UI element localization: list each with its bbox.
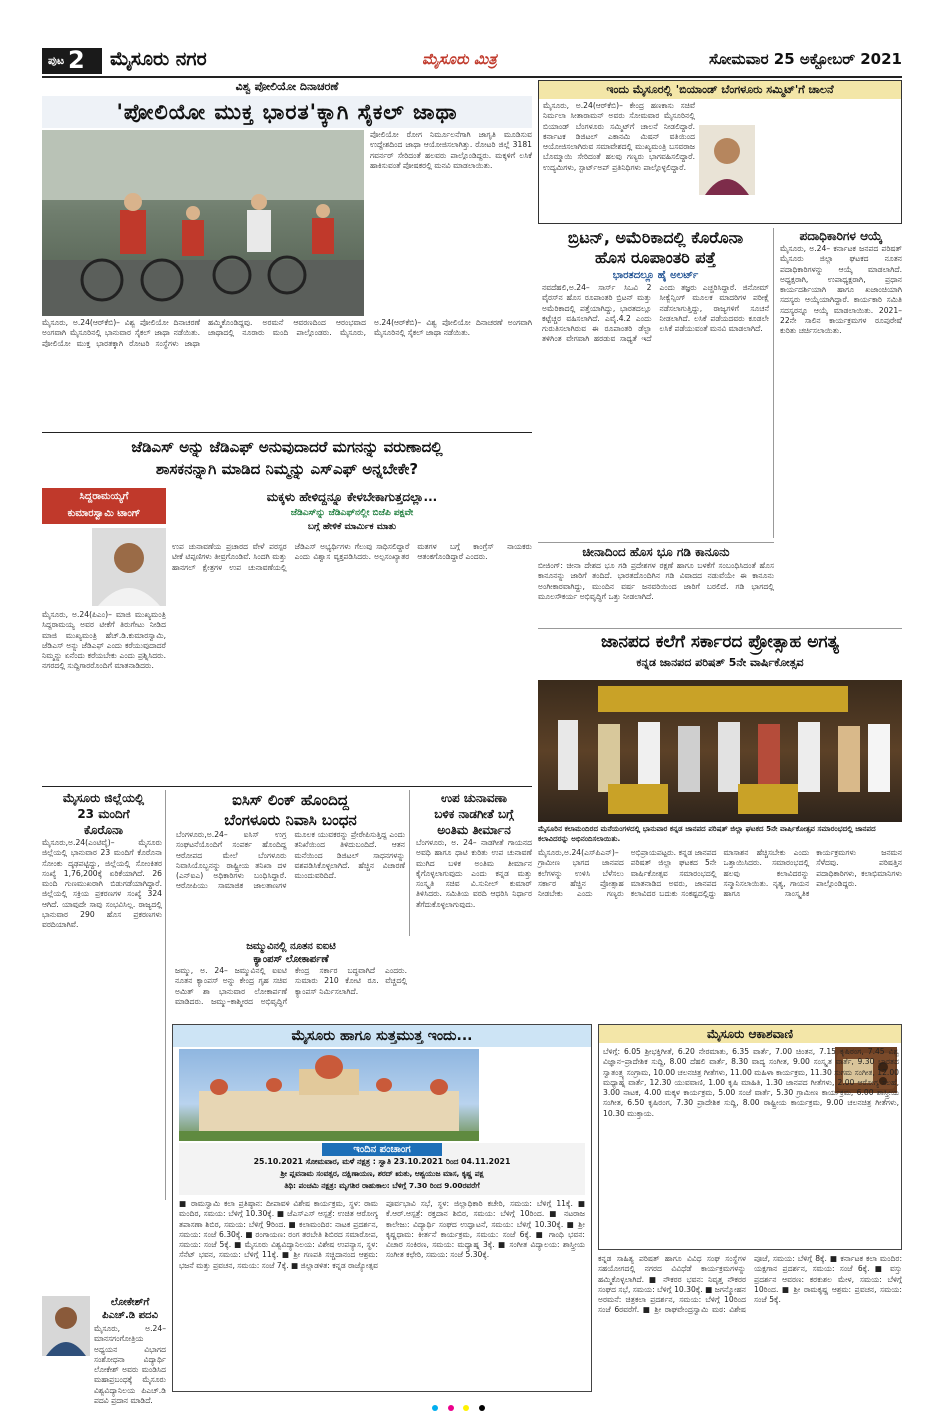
cycle-rally-illustration	[42, 130, 364, 316]
officials-body: ಮೈಸೂರು, ಅ.24– ಕರ್ನಾಟಕ ಜನಪದ ಪರಿಷತ್ ಮೈಸೂರು ಜಿಲ್ಲಾ ಘಟಕದ ನೂತನ ಪದಾಧಿಕಾರಿಗಳನ್ನು ಆಯ್ಕೆ ಮಾಡಲಾಗಿದೆ. ಅಧ್ಯಕ್ಷರಾಗಿ, ಉಪಾಧ್ಯಕ್ಷರಾಗಿ, ಪ್ರಧಾನ ಕಾರ್ಯದರ್ಶಿಯಾಗಿ ಹಾಗೂ ಖಜಾಂಚಿಯಾಗಿ ಸದಸ್ಯರು ಆಯ್ಕೆಯಾಗಿದ್ದಾರೆ. ಕಾರ್ಯಕಾರಿ ಸಮಿತಿ ಸದಸ್ಯರನ್ನೂ ಆಯ್ಕೆ ಮಾಡಲಾಯಿತು. 2021–22ನೇ ಸಾಲಿನ ಕಾರ್ಯಕ್ರಮಗಳ ರೂಪುರೇಷೆ ಕುರಿತು ಚರ್ಚಿಸಲಾಯಿತು.	[780, 244, 902, 336]
phd-body: ಮೈಸೂರು, ಅ.24– ಮಾನಸಗಂಗೋತ್ರಿಯ ಅಧ್ಯಯನ ವಿಭಾಗದ ಸಂಶೋಧನಾ ವಿದ್ಯಾರ್ಥಿ ಲೋಕೇಶ್ ಅವರು ಮಂಡಿಸಿದ ಮಹಾಪ್ರಬಂಧಕ್ಕೆ ಮೈಸೂರು ವಿಶ್ವವಿದ್ಯಾನಿಲಯ ಪಿಎಚ್.ಡಿ ಪದವಿ ಪ್ರದಾನ ಮಾಡಿದೆ.	[94, 1324, 166, 1406]
polio-body-right: ಪೋಲಿಯೋ ರೋಗ ನಿರ್ಮೂಲನೆಗಾಗಿ ಜಾಗೃತಿ ಮೂಡಿಸುವ ಉದ್ದೇಶದಿಂದ ಜಾಥಾ ಆಯೋಜಿಸಲಾಗಿತ್ತು. ರೋಟರಿ ಜಿಲ್ಲೆ 3181 ಗವರ್ನರ್ ಸೇರಿದಂತೆ ಹಲವರು ಪಾಲ್ಗೊಂಡಿದ್ದರು. ಮಕ್ಕಳಿಗೆ ಲಸಿಕೆ ಹಾಕಿಸುವಂತೆ ಪೋಷಕರಲ್ಲಿ ಮನವಿ ಮಾಡಲಾಯಿತು.	[370, 130, 532, 170]
masthead	[42, 48, 902, 74]
jds-sub-kicker-1: ಜೆಡಿಎಸ್‌ನ್ನು ಜೆಡಿಎಫ್‌ನಲ್ಲೀ ಬಿಜೆಪಿ ಪಕ್ಷವೇ	[290, 508, 414, 518]
page-number-box	[42, 48, 102, 74]
janapada-caption: ಮೈಸೂರಿನ ಕಲಾಮಂದಿರದ ಮನೆಯಂಗಳದಲ್ಲಿ ಭಾನುವಾರ ಕನ್ನಡ ಜಾನಪದ ಪರಿಷತ್ ಜಿಲ್ಲಾ ಘಟಕದ 5ನೇ ವಾರ್ಷಿಕೋತ್ಸವ ಸಮಾರಂಭದಲ್ಲಿ ಜಾನಪದ ಕಲಾವಿದರನ್ನು ಅಭಿನಂದಿಸಲಾಯಿತು.	[538, 824, 876, 843]
lower-section-rule	[42, 786, 532, 787]
yellow-dot	[463, 1405, 469, 1411]
janapada-headline: ಜಾನಪದ ಕಲೆಗೆ ಸರ್ಕಾರದ ಪ್ರೋತ್ಸಾಹ ಅಗತ್ಯ	[601, 632, 839, 652]
panchanga-line-3: ತಿಥಿ: ಪಂಚಮಿ ನಕ್ಷತ್ರ: ಮೃಗಶಿರ ರಾಹುಕಾಲ: ಬೆಳಿಗ್ಗೆ 7.30 ರಿಂದ 9.00ರವರೆಗೆ	[284, 1181, 480, 1190]
polio-headline-box	[42, 96, 532, 128]
jds-body-left: ಮೈಸೂರು, ಅ.24(ಪಿಎಂ)– ಮಾಜಿ ಮುಖ್ಯಮಂತ್ರಿ ಸಿದ್ದರಾಮಯ್ಯ ಅವರ ಟೀಕೆಗೆ ತಿರುಗೇಟು ನೀಡಿದ ಮಾಜಿ ಮುಖ್ಯಮಂತ್ರಿ ಹೆಚ್.ಡಿ.ಕುಮಾರಸ್ವಾಮಿ, ಜೆಡಿಎಸ್ ಅನ್ನು ಜೆಡಿಎಫ್ ಎಂದು ಕರೆಯುವುದಾದರೆ ನಿಮ್ಮನ್ನು ಏನೆಂದು ಕರೆಯಬೇಕು ಎಂದು ಪ್ರಶ್ನಿಸಿದರು. ನಗರದಲ್ಲಿ ಸುದ್ದಿಗಾರರೊಂದಿಗೆ ಮಾತನಾಡಿದರು.	[42, 610, 166, 671]
polio-body	[42, 318, 532, 428]
magenta-dot	[448, 1405, 454, 1411]
jds-tag-2: ಕುಮಾರಸ್ವಾಮಿ ಟಾಂಗ್	[67, 508, 141, 519]
portrait-illustration-3	[42, 1296, 90, 1356]
bypoll-body: ಬೆಂಗಳೂರು, ಅ. 24– ನಾಡಗೀತೆ ಗಾಯನದ ಅವಧಿ ಹಾಗೂ ಧಾಟಿ ಕುರಿತು ಉಪ ಚುನಾವಣೆ ಮುಗಿದ ಬಳಿಕ ಅಂತಿಮ ತೀರ್ಮಾನ ಕೈಗೊಳ್ಳಲಾಗುವುದು ಎಂದು ಕನ್ನಡ ಮತ್ತು ಸಂಸ್ಕೃತಿ ಸಚಿವ ವಿ.ಸುನೀಲ್ ಕುಮಾರ್ ತಿಳಿಸಿದರು. ಸಮಿತಿಯ ವರದಿ ಆಧರಿಸಿ ನಿರ್ಧಾರ ತೆಗೆದುಕೊಳ್ಳಲಾಗುವುದು.	[416, 838, 532, 909]
china-story	[538, 542, 774, 624]
jds-tag-1: ಸಿದ್ದರಾಮಯ್ಯಗೆ	[79, 491, 129, 502]
akashvani-headline: ಮೈಸೂರು ಆಕಾಶವಾಣಿ	[599, 1025, 901, 1043]
bypoll-headline-3: ಅಂತಿಮ ತೀರ್ಮಾನ	[437, 823, 511, 837]
bottom-right-events: ಕನ್ನಡ ಸಾಹಿತ್ಯ ಪರಿಷತ್ ಹಾಗೂ ವಿವಿಧ ಸಂಘ ಸಂಸ್ಥೆಗಳ ಸಹಯೋಗದಲ್ಲಿ ನಗರದ ವಿವಿಧೆಡೆ ಕಾರ್ಯಕ್ರಮಗಳನ್ನು ಹಮ್ಮಿಕೊಳ್ಳಲಾಗಿದೆ. ■ ನೌಕರರ ಭವನ: ನಿವೃತ್ತ ನೌಕರರ ಸಂಘದ ಸಭೆ, ಸಮಯ: ಬೆಳಿಗ್ಗೆ 10.30ಕ್ಕೆ. ■ ಜಗನ್ಮೋಹನ ಅರಮನೆ: ಚಿತ್ರಕಲಾ ಪ್ರದರ್ಶನ, ಸಮಯ: ಬೆಳಿಗ್ಗೆ 10ರಿಂದ ಸಂಜೆ 6ರವರೆಗೆ. ■ ಶ್ರೀ ರಾಘವೇಂದ್ರಸ್ವಾಮಿ ಮಠ: ವಿಶೇಷ ಪೂಜೆ, ಸಮಯ: ಬೆಳಿಗ್ಗೆ 8ಕ್ಕೆ. ■ ಕರ್ನಾಟಕ ಕಲಾ ಮಂದಿರ: ಯಕ್ಷಗಾನ ಪ್ರದರ್ಶನ, ಸಮಯ: ಸಂಜೆ 6ಕ್ಕೆ. ■ ವಸ್ತು ಪ್ರದರ್ಶನ ಆವರಣ: ಕರಕುಶಲ ಮೇಳ, ಸಮಯ: ಬೆಳಿಗ್ಗೆ 10ರಿಂದ. ■ ಶ್ರೀ ರಾಮಕೃಷ್ಣ ಆಶ್ರಮ: ಪ್ರವಚನ, ಸಮಯ: ಸಂಜೆ 5ಕ್ಕೆ.	[598, 1254, 902, 1315]
isis-headline-1: ಐಸಿಸ್ ಲಿಂಕ್ ಹೊಂದಿದ್ದ	[232, 791, 349, 809]
portrait-illustration-2	[92, 528, 166, 606]
panchanga-line-2: ಶ್ರೀ ಪ್ಲವನಾಮ ಸಂವತ್ಸರ, ದಕ್ಷಿಣಾಯಣ, ಶರದ್ ಋತು, ಆಶ್ವಯುಜ ಮಾಸ, ಕೃಷ್ಣ ಪಕ್ಷ	[280, 1169, 484, 1178]
black-dot	[479, 1405, 485, 1411]
beyond-bengaluru-headline: ಇಂದು ಮೈಸೂರಲ್ಲಿ 'ಬಿಯಾಂಡ್ ಬೆಂಗಳೂರು ಸಮ್ಮಿಟ್'ಗೆ ಚಾಲನೆ	[539, 81, 901, 99]
corona-variant-story	[538, 228, 774, 538]
bypoll-story	[416, 790, 532, 1020]
masthead-rule	[42, 76, 902, 78]
issue-date: ಸೋಮವಾರ 25 ಅಕ್ಟೋಬರ್ 2021	[708, 50, 902, 68]
jammu-story	[172, 940, 410, 1022]
jammu-body: ಜಮ್ಮು, ಅ. 24– ಜಮ್ಮುವಿನಲ್ಲಿ ಐಐಟಿ ನೂತನ ಕ್ಯಾಂಪಸ್ ಅನ್ನು ಕೇಂದ್ರ ಗೃಹ ಸಚಿವ ಅಮಿತ್ ಶಾ ಭಾನುವಾರ ಲೋಕಾರ್ಪಣೆ ಮಾಡಿದರು. ಜಮ್ಮು–ಕಾಶ್ಮೀರದ ಅಭಿವೃದ್ಧಿಗೆ ಕೇಂದ್ರ ಸರ್ಕಾರ ಬದ್ಧವಾಗಿದೆ ಎಂದರು. ಸುಮಾರು 210 ಕೋಟಿ ರೂ. ವೆಚ್ಚದಲ್ಲಿ ಕ್ಯಾಂಪಸ್ ನಿರ್ಮಿಸಲಾಗಿದೆ.	[175, 966, 407, 1006]
jds-sub-headline-box	[172, 488, 532, 538]
akashvani-body: ಬೆಳಿಗ್ಗೆ: 6.05 ಶ್ರೀಭಕ್ತಿಗೀತೆ, 6.20 ನೇರಮಾತು, 6.35 ವಾರ್ತೆ, 7.00 ಚಿಂತನ, 7.15 ಕೃಷಿರಂಗ, 7.45 ವಿಶ್ವ ವಿಜ್ಞಾನ–ಪ್ರಾದೇಶಿಕ ಸುದ್ದಿ, 8.00 ದೆಹಲಿ ವಾರ್ತೆ, 8.30 ವಾದ್ಯ ಸಂಗೀತ, 9.00 ಸಂಸ್ಕೃತ ವಾರ್ತೆ, 9.30 ಭಾರತದ ಸ್ವಾತಂತ್ರ್ಯ ಸಂಗ್ರಾಮ, 10.00 ಚಲನಚಿತ್ರ ಗೀತೆಗಳು, 11.00 ಮಹಿಳಾ ಕಾರ್ಯಕ್ರಮ, 11.30 ಸುಗಮ ಸಂಗೀತ, 12.00 ಮಧ್ಯಾಹ್ನ ವಾರ್ತೆ, 12.30 ಯುವವಾಣಿ, 1.00 ಕೃಷಿ ಮಾಹಿತಿ, 1.30 ಜಾನಪದ ಗೀತೆಗಳು, 2.00 ಆರೋಗ್ಯ ಸಲಹೆ, 3.00 ನಾಟಕ, 4.00 ಮಕ್ಕಳ ಕಾರ್ಯಕ್ರಮ, 5.00 ಸಂಜೆ ವಾರ್ತೆ, 5.30 ಗ್ರಾಮೀಣ ಕಾರ್ಯಕ್ರಮ, 6.00 ಶಾಸ್ತ್ರೀಯ ಸಂಗೀತ, 6.50 ಕೃಷಿರಂಗ, 7.30 ಪ್ರಾದೇಶಿಕ ಸುದ್ದಿ, 8.00 ರಾಷ್ಟ್ರೀಯ ಕಾರ್ಯಕ್ರಮ, 9.00 ಚಲನಚಿತ್ರ ಗೀತೆಗಳು, 10.30 ಮುಕ್ತಾಯ.	[603, 1047, 899, 1118]
jds-tag-box	[42, 488, 166, 524]
china-body: ಬೀಜಿಂಗ್: ಚೀನಾ ದೇಶದ ಭೂ ಗಡಿ ಪ್ರದೇಶಗಳ ರಕ್ಷಣೆ ಹಾಗೂ ಬಳಕೆಗೆ ಸಂಬಂಧಿಸಿದಂತೆ ಹೊಸ ಕಾನೂನನ್ನು ಜಾರಿಗೆ ತಂದಿದೆ. ಭಾರತದೊಂದಿಗಿನ ಗಡಿ ವಿವಾದದ ನಡುವೆಯೇ ಈ ಕಾನೂನು ಅಂಗೀಕಾರವಾಗಿದ್ದು, ಮುಂದಿನ ವರ್ಷ ಜನವರಿಯಿಂದ ಜಾರಿಗೆ ಬರಲಿದೆ. ಗಡಿ ಭಾಗದಲ್ಲಿ ಮೂಲಸೌಕರ್ಯ ಅಭಿವೃದ್ಧಿಗೆ ಒತ್ತು ನೀಡಲಾಗಿದೆ.	[538, 561, 774, 601]
jammu-headline-1: ಜಮ್ಮುವಿನಲ್ಲಿ ನೂತನ ಐಐಟಿ	[246, 941, 336, 952]
panchanga-line-1: 25.10.2021 ಸೋಮವಾರ, ಮಳೆ ನಕ್ಷತ್ರ : ಸ್ವಾತಿ 23.10.2021 ರಿಂದ 04.11.2021	[253, 1157, 511, 1166]
polio-cycle-rally-photo	[42, 130, 364, 316]
corona-variant-body: ನವದೆಹಲಿ,ಅ.24– ಸಾರ್ಸ್ ಸಿಒವಿ 2 ವೈರಸ್‌ನ ಹೊಸ ರೂಪಾಂತರಿ ಬ್ರಿಟನ್ ಮತ್ತು ಅಮೆರಿಕಾದಲ್ಲಿ ಪತ್ತೆಯಾಗಿದ್ದು, ಭಾರತದಲ್ಲೂ ಕಟ್ಟೆಚ್ಚರ ವಹಿಸಲಾಗಿದೆ. ಎವೈ.4.2 ಎಂದು ಗುರುತಿಸಲಾಗಿರುವ ಈ ರೂಪಾಂತರಿ ಡೆಲ್ಟಾ ತಳಿಗಿಂತ ವೇಗವಾಗಿ ಹರಡುವ ಸಾಧ್ಯತೆ ಇದೆ ಎಂದು ತಜ್ಞರು ಎಚ್ಚರಿಸಿದ್ದಾರೆ. ಜಿನೋಮ್ ಸೀಕ್ವೆನ್ಸಿಂಗ್ ಮೂಲಕ ಮಾದರಿಗಳ ಪರೀಕ್ಷೆ ನಡೆಸಲಾಗುತ್ತಿದ್ದು, ರಾಜ್ಯಗಳಿಗೆ ಸೂಚನೆ ನೀಡಲಾಗಿದೆ. ಲಸಿಕೆ ಪಡೆಯದವರು ಕೂಡಲೇ ಲಸಿಕೆ ಪಡೆಯುವಂತೆ ಮನವಿ ಮಾಡಲಾಗಿದೆ.	[542, 283, 769, 344]
jds-headline-1: ಜೆಡಿಎಸ್ ಅನ್ನು ಜೆಡಿಎಫ್ ಅನುವುದಾದರೆ ಮಗನನ್ನು ವರುಣಾದಲ್ಲಿ	[131, 438, 443, 456]
polio-body-left: ಮೈಸೂರು, ಅ.24(ಆರ್‌ಕೆಬಿ)– ವಿಶ್ವ ಪೋಲಿಯೋ ದಿನಾಚರಣೆ ಅಂಗವಾಗಿ ಮೈಸೂರಿನಲ್ಲಿ ಭಾನುವಾರ ಸೈಕಲ್ ಜಾಥಾ ನಡೆಯಿತು. ಪೋಲಿಯೋ ಮುಕ್ತ ಭಾರತಕ್ಕಾಗಿ ರೋಟರಿ ಸಂಸ್ಥೆಗಳು ಜಾಥಾ ಹಮ್ಮಿಕೊಂಡಿದ್ದವು. ಅರಮನೆ ಆವರಣದಿಂದ ಆರಂಭವಾದ ಜಾಥಾದಲ್ಲಿ ನೂರಾರು ಮಂದಿ ಪಾಲ್ಗೊಂಡರು.	[42, 318, 366, 348]
bypoll-headline-2: ಬಳಿಕ ನಾಡಗೀತೆ ಬಗ್ಗೆ	[434, 807, 514, 821]
covid-headline-1: ಮೈಸೂರು ಜಿಲ್ಲೆಯಲ್ಲಿ	[62, 791, 145, 805]
mysore-today-box	[172, 1024, 592, 1392]
officials-headline: ಪದಾಧಿಕಾರಿಗಳ ಆಯ್ಕೆ	[799, 229, 883, 243]
panchanga-title: ಇಂದಿನ ಪಂಚಾಂಗ	[322, 1143, 442, 1156]
janapada-event-photo	[538, 680, 902, 822]
kumaraswamy-portrait-photo	[92, 528, 166, 606]
section-title: ಮೈಸೂರು ನಗರ	[110, 48, 207, 70]
jds-headline-2: ಶಾಸಕನನ್ನಾಗಿ ಮಾಡಿದ ನಿಮ್ಮನ್ನು ಎಸ್‌ಎಫ್ ಅನ್ನಬೇಕೇ?	[155, 460, 419, 478]
jds-body-right: ಉಪ ಚುನಾವಣೆಯ ಪ್ರಚಾರದ ವೇಳೆ ಪರಸ್ಪರ ಟೀಕೆ ಟಿಪ್ಪಣಿಗಳು ತೀವ್ರಗೊಂಡಿವೆ. ಸಿಂದಗಿ ಮತ್ತು ಹಾನಗಲ್ ಕ್ಷೇತ್ರಗಳ ಉಪ ಚುನಾವಣೆಯಲ್ಲಿ ಜೆಡಿಎಸ್ ಅಭ್ಯರ್ಥಿಗಳು ಗೆಲುವು ಸಾಧಿಸಲಿದ್ದಾರೆ ಎಂದು ವಿಶ್ವಾಸ ವ್ಯಕ್ತಪಡಿಸಿದರು. ಅಲ್ಪಸಂಖ್ಯಾತರ ಮತಗಳ ಬಗ್ಗೆ ಕಾಂಗ್ರೆಸ್ ನಾಯಕರು ಆತಂಕಗೊಂಡಿದ್ದಾರೆ ಎಂದರು.	[172, 542, 532, 572]
beyond-bengaluru-body-right	[761, 101, 899, 221]
janapada-headline-box	[538, 628, 902, 676]
phd-story	[42, 1296, 166, 1406]
beyond-bengaluru-box	[538, 80, 902, 224]
polio-kicker-text: ವಿಶ್ವ ಪೋಲಿಯೋ ದಿನಾಚರಣೆ	[235, 80, 339, 93]
polio-headline: 'ಪೋಲಿಯೋ ಮುಕ್ತ ಭಾರತ'ಕ್ಕಾಗಿ ಸೈಕಲ್ ಜಾಥಾ	[116, 100, 458, 124]
page-label: ಪುಟ	[48, 54, 65, 67]
jds-top-rule	[42, 432, 532, 433]
corona-variant-headline-1: ಬ್ರಿಟನ್, ಅಮೆರಿಕಾದಲ್ಲಿ ಕೊರೊನಾ	[567, 228, 744, 247]
china-headline: ಚೀನಾದಿಂದ ಹೊಸ ಭೂ ಗಡಿ ಕಾನೂನು	[582, 545, 730, 559]
bypoll-headline-1: ಉಪ ಚುನಾವಣಾ	[440, 791, 508, 805]
palace-illustration	[179, 1049, 479, 1141]
minister-portrait-photo	[699, 125, 755, 195]
panchanga-box	[179, 1143, 585, 1195]
isis-headline-2: ಬೆಂಗಳೂರು ನಿವಾಸಿ ಬಂಧನ	[224, 811, 357, 829]
covid-cases-story	[42, 790, 166, 1200]
jds-sub-headline: ಮಕ್ಕಳು ಹೇಳಿದ್ದನ್ನೂ ಕೇಳಬೇಕಾಗುತ್ತದಲ್ಲಾ...	[266, 490, 438, 504]
mysore-palace-photo	[179, 1049, 479, 1141]
jds-headline-box	[42, 436, 532, 484]
polio-kicker	[42, 80, 532, 96]
polio-caption: ಮೈಸೂರು, ಅ.24(ಆರ್‌ಕೆಬಿ)– ವಿಶ್ವ ಪೋಲಿಯೋ ದಿನಾಚರಣೆ ಅಂಗವಾಗಿ ಮೈಸೂರಿನಲ್ಲಿ ಸೈಕಲ್ ಜಾಥಾ ನಡೆಯಿತು.	[339, 318, 532, 338]
lokesh-portrait-photo	[42, 1296, 90, 1356]
jammu-headline-2: ಕ್ಯಾಂಪಸ್ ಲೋಕಾರ್ಪಣೆ	[253, 954, 329, 965]
covid-headline-2: 23 ಮಂದಿಗೆ	[77, 807, 130, 821]
janapada-body: ಮೈಸೂರು,ಅ.24(ಎಸ್‌ಪಿಎನ್)– ಗ್ರಾಮೀಣ ಭಾಗದ ಜಾನಪದ ಕಲೆಗಳನ್ನು ಉಳಿಸಿ ಬೆಳೆಸಲು ಸರ್ಕಾರ ಹೆಚ್ಚಿನ ಪ್ರೋತ್ಸಾಹ ನೀಡಬೇಕು ಎಂದು ಗಣ್ಯರು ಅಭಿಪ್ರಾಯಪಟ್ಟರು. ಕನ್ನಡ ಜಾನಪದ ಪರಿಷತ್ ಜಿಲ್ಲಾ ಘಟಕದ 5ನೇ ವಾರ್ಷಿಕೋತ್ಸವ ಸಮಾರಂಭದಲ್ಲಿ ಮಾತನಾಡಿದ ಅವರು, ಜಾನಪದ ಕಲಾವಿದರ ಬದುಕು ಸಂಕಷ್ಟದಲ್ಲಿದ್ದು ಮಾಸಾಶನ ಹೆಚ್ಚಿಸಬೇಕು ಎಂದು ಒತ್ತಾಯಿಸಿದರು. ಸಮಾರಂಭದಲ್ಲಿ ಹಲವು ಕಲಾವಿದರನ್ನು ಸನ್ಮಾನಿಸಲಾಯಿತು. ನೃತ್ಯ, ಗಾಯನ ಹಾಗೂ ಸಾಂಸ್ಕೃತಿಕ ಕಾರ್ಯಕ್ರಮಗಳು ಜನಮನ ಸೆಳೆದವು. ಪರಿಷತ್ತಿನ ಪದಾಧಿಕಾರಿಗಳು, ಕಲಾಭಿಮಾನಿಗಳು ಪಾಲ್ಗೊಂಡಿದ್ದರು.	[538, 848, 902, 899]
corona-variant-headline-2: ಹೊಸ ರೂಪಾಂತರಿ ಪತ್ತೆ	[595, 248, 716, 267]
jds-sub-kicker-2: ಬಗ್ಗೆ ಹೇಳಿಕೆ ಮಾರ್ಮಿಕ ಮಾತು	[307, 522, 397, 532]
akashvani-box	[598, 1024, 902, 1250]
newspaper-logo: ಮೈಸೂರು ಮಿತ್ರ	[422, 50, 497, 68]
isis-body: ಬೆಂಗಳೂರು,ಅ.24– ಐಸಿಸ್ ಉಗ್ರ ಸಂಘಟನೆಯೊಂದಿಗೆ ಸಂಪರ್ಕ ಹೊಂದಿದ್ದ ಆರೋಪದ ಮೇಲೆ ಬೆಂಗಳೂರು ನಿವಾಸಿಯೊಬ್ಬನನ್ನು ರಾಷ್ಟ್ರೀಯ ತನಿಖಾ ದಳ (ಎನ್‌ಐಎ) ಅಧಿಕಾರಿಗಳು ಬಂಧಿಸಿದ್ದಾರೆ. ಆರೋಪಿಯು ಸಾಮಾಜಿಕ ಜಾಲತಾಣಗಳ ಮೂಲಕ ಯುವಕರನ್ನು ಪ್ರೇರೇಪಿಸುತ್ತಿದ್ದ ಎಂದು ತನಿಖೆಯಿಂದ ತಿಳಿದುಬಂದಿದೆ. ಆತನ ಮನೆಯಿಂದ ಡಿಜಿಟಲ್ ಸಾಧನಗಳನ್ನು ವಶಪಡಿಸಿಕೊಳ್ಳಲಾಗಿದೆ. ಹೆಚ್ಚಿನ ವಿಚಾರಣೆ ಮುಂದುವರಿದಿದೆ.	[176, 830, 405, 891]
event-group-illustration	[538, 680, 902, 822]
phd-headline: ಲೋಕೇಶ್‌ಗೆ ಪಿಎಚ್.ಡಿ ಪದವಿ	[102, 1297, 158, 1321]
beyond-bengaluru-body-left: ಮೈಸೂರು, ಅ.24(ಆರ್‌ಕೆಬಿ)– ಕೇಂದ್ರ ಹಣಕಾಸು ಸಚಿವೆ ನಿರ್ಮಲಾ ಸೀತಾರಾಮನ್ ಅವರು ಸೋಮವಾರ ಮೈಸೂರಿನಲ್ಲಿ ಬಿಯಾಂಡ್ ಬೆಂಗಳೂರು ಸಮ್ಮಿಟ್‌ಗೆ ಚಾಲನೆ ನೀಡಲಿದ್ದಾರೆ. ಕರ್ನಾಟಕ ಡಿಜಿಟಲ್ ಎಕಾನಮಿ ಮಿಷನ್ ವತಿಯಿಂದ ಆಯೋಜಿಸಲಾಗಿರುವ ಸಮಾವೇಶದಲ್ಲಿ ಮುಖ್ಯಮಂತ್ರಿ ಬಸವರಾಜ ಬೊಮ್ಮಾಯಿ ಸೇರಿದಂತೆ ಹಲವು ಗಣ್ಯರು ಭಾಗವಹಿಸಲಿದ್ದಾರೆ. ಉದ್ಯಮಿಗಳು, ಸ್ಟಾರ್ಟ್‌ಅಪ್ ಪ್ರತಿನಿಧಿಗಳು ಪಾಲ್ಗೊಳ್ಳಲಿದ್ದಾರೆ.	[543, 101, 695, 172]
mysore-today-headline: ಮೈಸೂರು ಹಾಗೂ ಸುತ್ತಮುತ್ತ ಇಂದು...	[173, 1025, 591, 1047]
cyan-dot	[432, 1405, 438, 1411]
covid-headline-3: ಕೊರೊನಾ	[84, 823, 123, 837]
page-number: 2	[68, 46, 85, 74]
corona-variant-kicker: ಭಾರತದಲ್ಲೂ ಹೈ ಅಲರ್ಟ್	[612, 270, 699, 281]
mysore-today-events: ■ ರಾಮಸ್ವಾಮಿ ಕಲಾ ಪ್ರತಿಷ್ಠಾನ: ದೀಪಾವಳಿ ವಿಶೇಷ ಕಾರ್ಯಕ್ರಮ, ಸ್ಥಳ: ರಾಮ ಮಂದಿರ, ಸಮಯ: ಬೆಳಿಗ್ಗೆ 10.30ಕ್ಕೆ. ■ ಜೆಎಸ್‌ಎಸ್ ಆಸ್ಪತ್ರೆ: ಉಚಿತ ಆರೋಗ್ಯ ತಪಾಸಣಾ ಶಿಬಿರ, ಸಮಯ: ಬೆಳಿಗ್ಗೆ 9ರಿಂದ. ■ ಕಲಾಮಂದಿರ: ನಾಟಕ ಪ್ರದರ್ಶನ, ಸಮಯ: ಸಂಜೆ 6.30ಕ್ಕೆ. ■ ರಂಗಾಯಣ: ರಂಗ ತರಬೇತಿ ಶಿಬಿರದ ಸಮಾರೋಪ, ಸಮಯ: ಸಂಜೆ 5ಕ್ಕೆ. ■ ಮೈಸೂರು ವಿಶ್ವವಿದ್ಯಾನಿಲಯ: ವಿಶೇಷ ಉಪನ್ಯಾಸ, ಸ್ಥಳ: ಸೆನೆಟ್ ಭವನ, ಸಮಯ: ಬೆಳಿಗ್ಗೆ 11ಕ್ಕೆ. ■ ಶ್ರೀ ಗಣಪತಿ ಸಚ್ಚಿದಾನಂದ ಆಶ್ರಮ: ಭಜನೆ ಮತ್ತು ಪ್ರವಚನ, ಸಮಯ: ಸಂಜೆ 7ಕ್ಕೆ. ■ ಜಿಲ್ಲಾಡಳಿತ: ಕನ್ನಡ ರಾಜ್ಯೋತ್ಸವ ಪೂರ್ವಭಾವಿ ಸಭೆ, ಸ್ಥಳ: ಜಿಲ್ಲಾಧಿಕಾರಿ ಕಚೇರಿ, ಸಮಯ: ಬೆಳಿಗ್ಗೆ 11ಕ್ಕೆ. ■ ಕೆ.ಆರ್.ಆಸ್ಪತ್ರೆ: ರಕ್ತದಾನ ಶಿಬಿರ, ಸಮಯ: ಬೆಳಿಗ್ಗೆ 10ರಿಂದ. ■ ನಟರಾಜ ಕಾಲೇಜು: ವಿದ್ಯಾರ್ಥಿ ಸಂಘದ ಉದ್ಘಾಟನೆ, ಸಮಯ: ಬೆಳಿಗ್ಗೆ 10.30ಕ್ಕೆ. ■ ಶ್ರೀ ಕೃಷ್ಣಧಾಮ: ಕೀರ್ತನೆ ಕಾರ್ಯಕ್ರಮ, ಸಮಯ: ಸಂಜೆ 6ಕ್ಕೆ. ■ ಗಾಂಧಿ ಭವನ: ವಿಚಾರ ಸಂಕಿರಣ, ಸಮಯ: ಮಧ್ಯಾಹ್ನ 3ಕ್ಕೆ. ■ ಸಂಗೀತ ವಿದ್ಯಾಲಯ: ಶಾಸ್ತ್ರೀಯ ಸಂಗೀತ ಕಛೇರಿ, ಸಮಯ: ಸಂಜೆ 5.30ಕ್ಕೆ.	[179, 1199, 585, 1270]
portrait-illustration	[699, 125, 755, 195]
officials-story	[780, 228, 902, 668]
janapada-sub-headline: ಕನ್ನಡ ಜಾನಪದ ಪರಿಷತ್ 5ನೇ ವಾರ್ಷಿಕೋತ್ಸವ	[636, 656, 804, 669]
print-registration-marks	[430, 1404, 487, 1413]
isis-story	[172, 790, 410, 936]
covid-body: ಮೈಸೂರು,ಅ.24(ಎಂಟಿವೈ)– ಮೈಸೂರು ಜಿಲ್ಲೆಯಲ್ಲಿ ಭಾನುವಾರ 23 ಮಂದಿಗೆ ಕೊರೊನಾ ಸೋಂಕು ದೃಢಪಟ್ಟಿದ್ದು, ಜಿಲ್ಲೆಯಲ್ಲಿ ಸೋಂಕಿತರ ಸಂಖ್ಯೆ 1,76,200ಕ್ಕೆ ಏರಿಕೆಯಾಗಿದೆ. 26 ಮಂದಿ ಗುಣಮುಖರಾಗಿ ಬಿಡುಗಡೆಯಾಗಿದ್ದಾರೆ. ಜಿಲ್ಲೆಯಲ್ಲಿ ಸಕ್ರಿಯ ಪ್ರಕರಣಗಳ ಸಂಖ್ಯೆ 324 ಆಗಿದೆ. ಯಾವುದೇ ಸಾವು ಸಂಭವಿಸಿಲ್ಲ. ರಾಜ್ಯದಲ್ಲಿ ಭಾನುವಾರ 290 ಹೊಸ ಪ್ರಕರಣಗಳು ವರದಿಯಾಗಿವೆ.	[42, 838, 162, 930]
